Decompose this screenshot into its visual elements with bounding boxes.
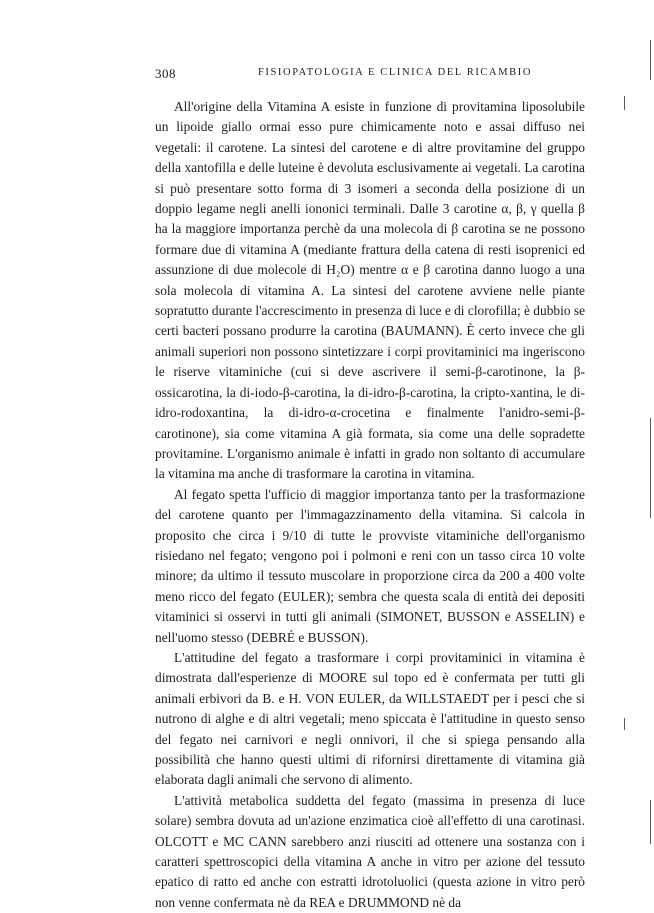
page-number: 308 (155, 66, 176, 81)
scan-edge-mark (650, 40, 651, 80)
body-text (155, 97, 585, 913)
scan-edge-mark (650, 800, 651, 844)
running-title: FISIOPATOLOGIA E CLINICA DEL RICAMBIO (257, 67, 533, 78)
paragraph-text: All'origine della Vitamina A esiste in funzione di provitamina liposolubile un lipoide giallo ormai esso pure chimicamente noto e assai diffuso nei vegetali: il carotene. La sintesi del carotene e di altre provitamine del gruppo della xantofilla e delle luteine è devoluta esclusivamente ai vegetali. La carotina si può presentare sotto forma di 3 isomeri a seconda della posizione di un doppio legame negli anelli iononici terminali. Dalle 3 carotine α, β, γ quella β ha la maggiore importanza perchè da una molecola di β carotina se ne possono formare due di vitamina A (mediante frattura della catena di resti isoprenici ed assunzione di due molecole di H₂O) mentre α e β carotina danno luogo a una sola molecola di vitamina A. La sintesi del carotene avviene nelle piante sopratutto durante l'accrescimento in presenza di luce e di clorofilla; è dubbio se certi bacteri possano produrre la carotina (BAUMANN). È certo invece che gli animali superiori non possono sintetizzare i corpi provitaminici ma ingeriscono le riserve vitaminiche (cui si deve ascrivere il semi-β-carotinone, la β-ossicarotina, la di-iodo-β-carotina, la di-idro-β-carotina, la cripto-xantina, le di-idro-rodoxantina, la di-idro-α-crocetina e finalmente l'anidro-semi-β-carotinone), sia come vitamina A già formata, sia come una delle sopradette provitamine. L'organismo animale è infatti in grado non soltanto di accumulare la vitamina ma anche di trasformare la carotina in vitamina. (155, 99, 586, 482)
scan-edge-mark (624, 96, 625, 110)
paragraph-text: Al fegato spetta l'ufficio di maggior importanza tanto per la trasformazione del carotene quanto per l'immagazzinamento della vitamina. Si calcola in proposito che circa i 9/10 di tutte le provviste vitaminiche dell'organismo risiedano nel fegato; vengono poi i polmoni e reni con un tasso circa 10 volte minore; da ultimo il tessuto muscolare in proporzione circa da 200 a 400 volte meno ricco del fegato (EULER); sembra che questa scala di entità dei depositi vitaminici si osservi in tutti gli animali (SIMONET, BUSSON e ASSELIN) e nell'uomo stesso (DEBRÉ e BUSSON). (155, 486, 585, 645)
scan-edge-mark (624, 718, 625, 730)
paragraph-4 (155, 791, 585, 913)
page-header (155, 66, 585, 84)
paragraph-2 (155, 485, 585, 648)
scan-edge-mark (650, 418, 651, 518)
paragraph-text: L'attitudine del fegato a trasformare i corpi provitaminici in vitamina è dimostrata dall'esperienze di MOORE sul topo ed è confermata per tutti gli animali erbivori da B. e H. VON EULER, da WILLSTAEDT per i pesci che si nutrono di alghe e di altri vegetali; meno spiccata è l'attitudine in questo senso del fegato nei carnivori e negli onnivori, il che si spiega pensando alla possibilità che hanno questi ultimi di rifornirsi direttamente di vitamina già elaborata dagli animali che servono di alimento. (155, 649, 585, 788)
paragraph-text: L'attività metabolica suddetta del fegato (massima in presenza di luce solare) sembra dovuta ad un'azione enzimatica cioè all'effetto di una carotinasi. OLCOTT e MC CANN sarebbero anzi riusciti ad ottenere una sostanza con i caratteri spettroscopici della vitamina A anche in vitro per azione del tessuto epatico di ratto ed anche con estratti idrotoluolici (questa azione in vitro però non venne confermata nè da REA e DRUMMOND nè da (155, 792, 585, 910)
paragraph-1 (155, 97, 585, 485)
paragraph-3 (155, 648, 585, 791)
